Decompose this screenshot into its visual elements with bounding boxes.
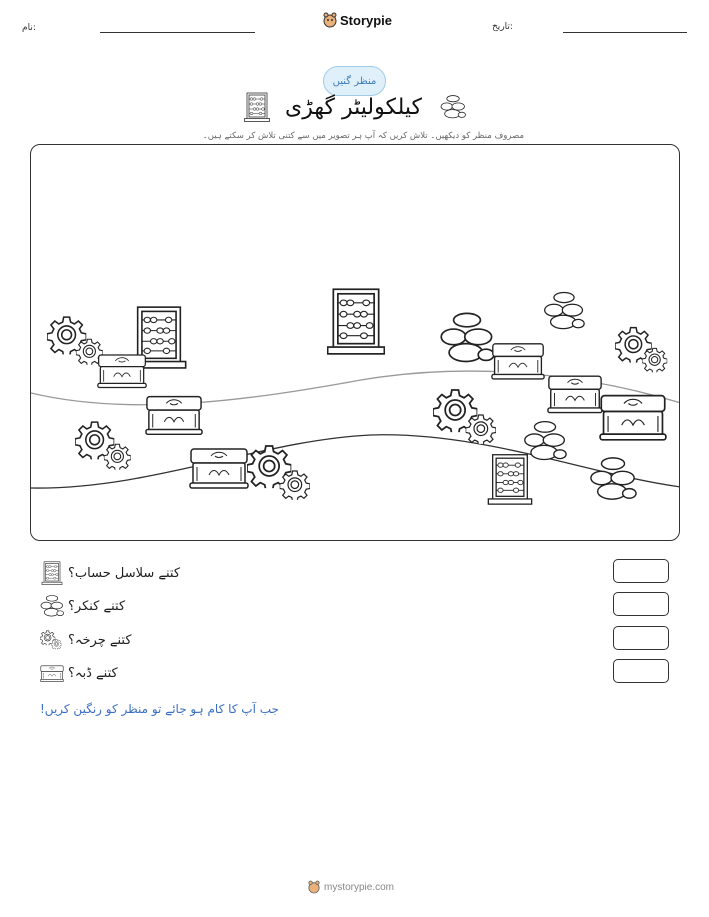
gears-icon — [433, 390, 496, 445]
box-icon — [492, 344, 544, 379]
box-icon — [40, 661, 64, 685]
box-icon — [146, 397, 202, 435]
brand-name: Storypie — [340, 12, 393, 28]
abacus-icon — [243, 92, 271, 122]
scene-illustration — [31, 145, 680, 541]
box-icon — [98, 355, 146, 388]
gears-icon — [40, 628, 64, 652]
pebbles-icon — [591, 458, 636, 499]
question-text: کتنے چرخہ؟ — [68, 632, 132, 648]
gears-icon — [615, 328, 667, 374]
answer-box-pebbles[interactable] — [613, 592, 669, 616]
name-line[interactable] — [100, 32, 255, 33]
page-title: کیلکولیٹر گھڑی — [285, 95, 422, 120]
pebbles-icon — [40, 594, 64, 618]
abacus-icon — [40, 561, 64, 585]
storypie-mascot-icon — [308, 880, 320, 894]
activity-badge: منظر گنیں — [323, 66, 386, 96]
brand-logo — [323, 12, 392, 28]
question-pebbles — [40, 594, 125, 618]
name-label: نام: — [22, 23, 36, 33]
storypie-mascot-icon — [323, 12, 337, 28]
box-icon — [190, 449, 248, 488]
answer-box-gears[interactable] — [613, 626, 669, 650]
gears-icon — [247, 446, 310, 501]
date-label: تاریخ: — [492, 22, 513, 32]
abacus-icon — [488, 455, 531, 504]
pebbles-icon — [439, 94, 467, 120]
abacus-icon — [328, 289, 385, 354]
question-text: کتنے سلاسل حساب؟ — [68, 565, 181, 581]
search-scene — [30, 144, 680, 541]
box-icon — [600, 396, 666, 440]
date-line[interactable] — [563, 32, 687, 33]
question-text: کتنے ڈبہ؟ — [68, 665, 118, 681]
pebbles-icon — [441, 313, 494, 361]
pebbles-icon — [525, 422, 566, 460]
instructions: مصروف منظر کو دیکھیں۔ تلاش کریں کہ آپ ہر تصویر میں سے کتنی تلاش کر سکتے ہیں۔ — [202, 131, 524, 141]
footer-url[interactable]: mystorypie.com — [324, 881, 395, 893]
question-text: کتنے کنکر؟ — [68, 598, 126, 614]
coloring-note: جب آپ کا کام ہو جائے تو منظر کو رنگین کریں! — [40, 702, 279, 716]
question-box — [40, 661, 118, 685]
question-abacus — [40, 561, 180, 585]
question-gears — [40, 628, 132, 652]
footer — [308, 880, 394, 894]
answer-box-abacus[interactable] — [613, 559, 669, 583]
gears-icon — [75, 422, 131, 471]
box-icon — [548, 376, 602, 412]
answer-box-box[interactable] — [613, 659, 669, 683]
pebbles-icon — [545, 293, 584, 329]
gears-icon — [47, 317, 103, 366]
